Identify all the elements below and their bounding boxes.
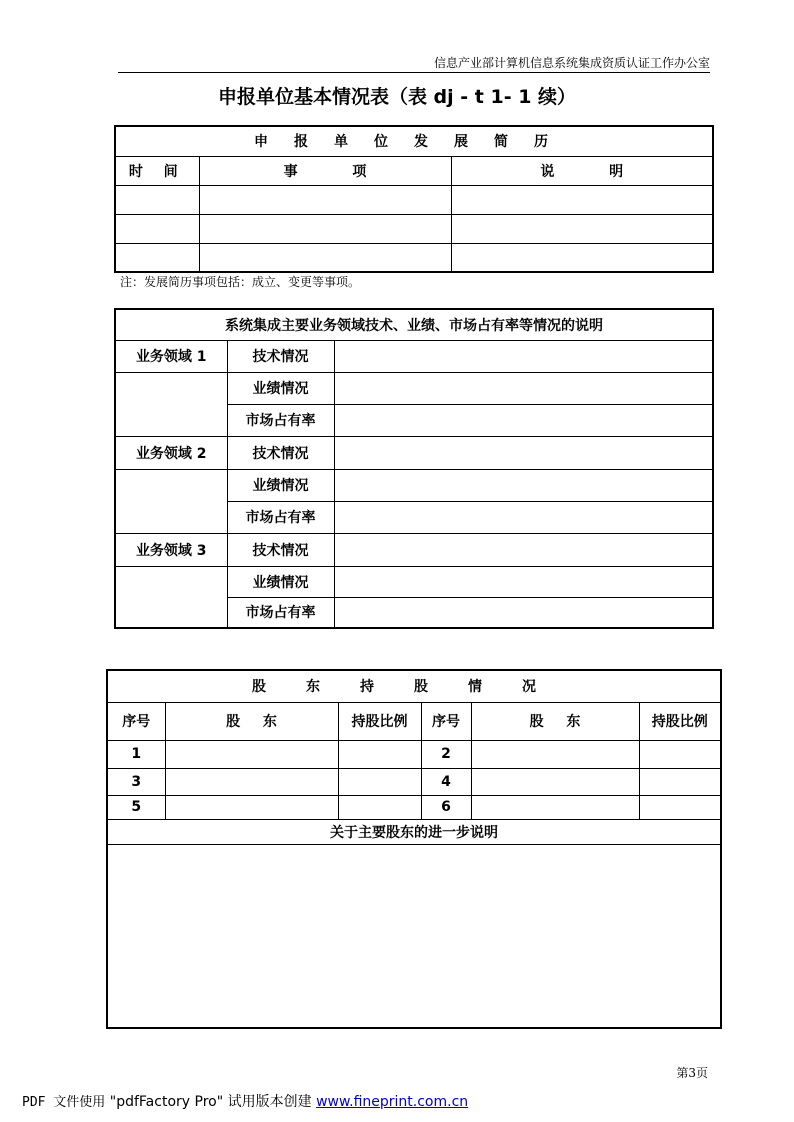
business-table [114, 308, 714, 629]
further-heading: 关于主要股东的进一步说明 [107, 819, 721, 844]
footer-link[interactable]: www.fineprint.com.cn [316, 1094, 469, 1110]
col-ratio-2: 持股比例 [639, 702, 721, 740]
history-heading: 申报单位发展简历 [115, 126, 713, 156]
domain-1-tech: 技术情况 [227, 340, 334, 372]
col-no-2: 序号 [421, 702, 471, 740]
domain-1-label: 业务领域 1 [115, 340, 227, 372]
business-heading: 系统集成主要业务领域技术、业绩、市场占有率等情况的说明 [115, 309, 713, 340]
domain-2-label: 业务领域 2 [115, 436, 227, 469]
footer-product: "pdfFactory Pro" [109, 1094, 224, 1110]
col-holder-1: 股 东 [165, 702, 338, 740]
header-org: 信息产业部计算机信息系统集成资质认证工作办公室 [433, 56, 710, 70]
further-content[interactable] [107, 844, 721, 1028]
col-desc: 说 明 [451, 156, 713, 185]
footer-pre: PDF 文件使用 [22, 1095, 106, 1110]
table-row: 5 6 [107, 795, 721, 819]
footer [22, 1092, 468, 1113]
col-no-1: 序号 [107, 702, 165, 740]
domain-2-tech: 技术情况 [227, 436, 334, 469]
table-row [115, 214, 713, 243]
page-title: 申报单位基本情况表（表 dj - t 1- 1 续） [217, 86, 577, 108]
shareholders-heading: 股东持股情况 [107, 670, 721, 702]
col-ratio-1: 持股比例 [338, 702, 421, 740]
domain-3-tech: 技术情况 [227, 533, 334, 566]
domain-2-share: 市场占有率 [227, 501, 334, 533]
table-row: 1 2 [107, 740, 721, 768]
history-note: 注：发展简历事项包括：成立、变更等事项。 [120, 275, 361, 289]
table-row [115, 185, 713, 214]
table-row: 3 4 [107, 768, 721, 795]
shareholders-table [106, 669, 722, 1029]
col-item: 事 项 [199, 156, 451, 185]
domain-3-label: 业务领域 3 [115, 533, 227, 566]
footer-mid: 试用版本创建 [227, 1094, 312, 1110]
col-time: 时 间 [115, 156, 199, 185]
table-row [115, 243, 713, 272]
col-holder-2: 股 东 [471, 702, 639, 740]
page-number: 第3页 [676, 1066, 708, 1080]
domain-3-perf: 业绩情况 [227, 566, 334, 597]
history-table [114, 125, 714, 273]
domain-1-perf: 业绩情况 [227, 372, 334, 404]
domain-2-perf: 业绩情况 [227, 469, 334, 501]
domain-3-share: 市场占有率 [227, 597, 334, 628]
domain-1-share: 市场占有率 [227, 404, 334, 436]
header-divider [118, 72, 710, 73]
